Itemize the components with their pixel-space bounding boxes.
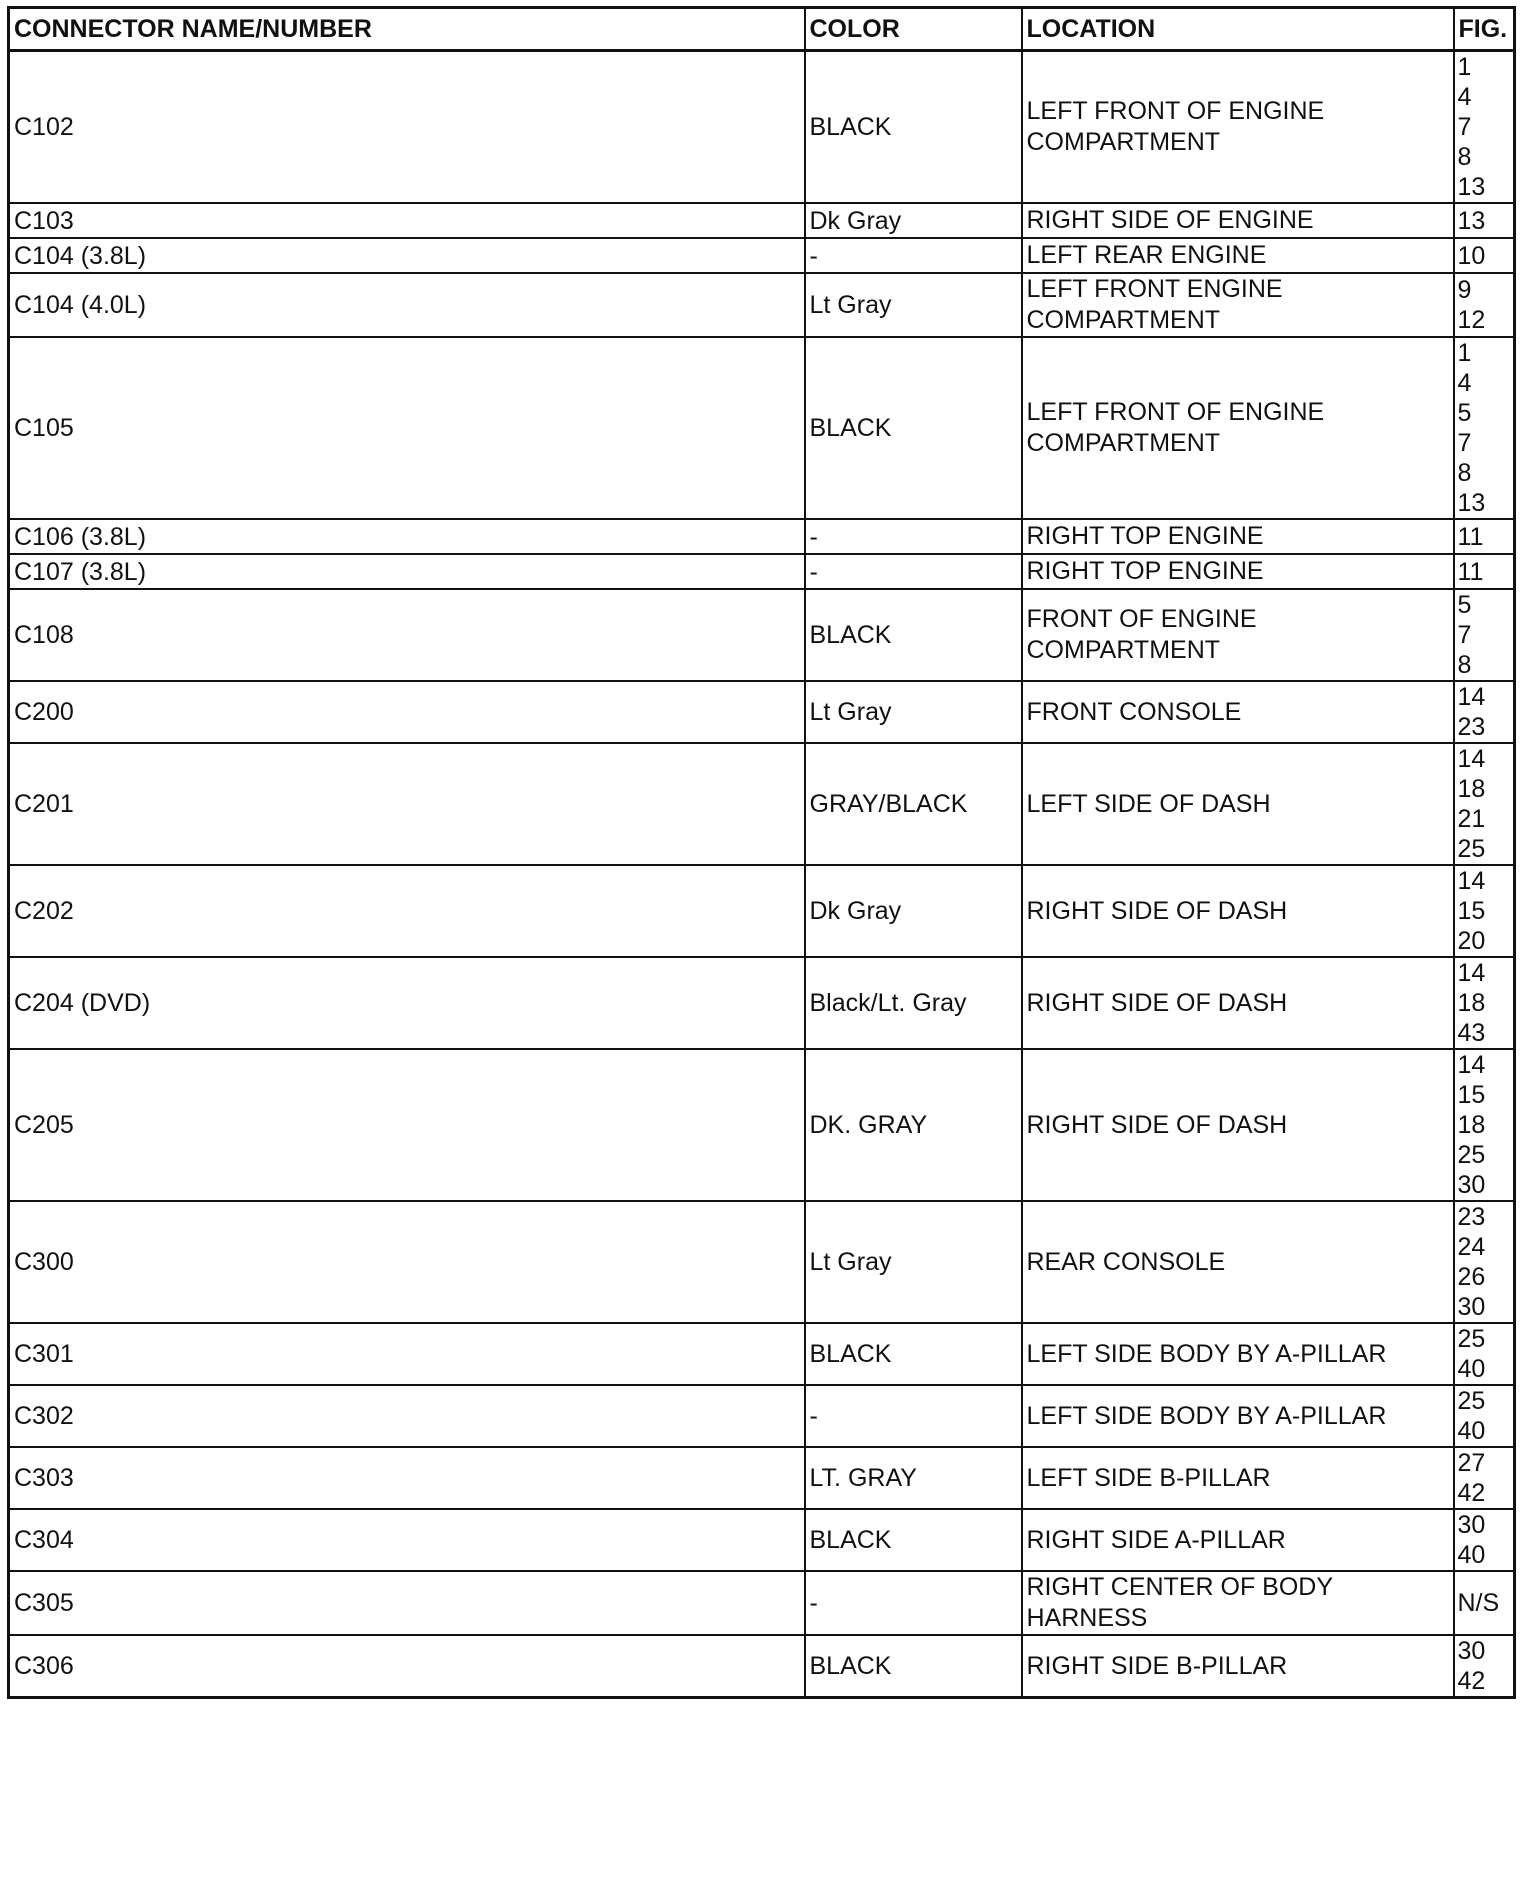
cell-location: RIGHT TOP ENGINE: [1022, 554, 1454, 589]
cell-fig: 14 15 20: [1454, 865, 1515, 957]
connector-table: [7, 6, 1516, 1699]
header-fig: FIG.: [1454, 8, 1515, 51]
table-row: [9, 1201, 1515, 1323]
cell-connector-name: C106 (3.8L): [9, 519, 805, 554]
cell-location: LEFT SIDE OF DASH: [1022, 743, 1454, 865]
cell-location: LEFT SIDE BODY BY A-PILLAR: [1022, 1323, 1454, 1385]
cell-location: RIGHT SIDE OF DASH: [1022, 1049, 1454, 1201]
cell-connector-name: C102: [9, 51, 805, 204]
cell-color: Lt Gray: [805, 273, 1022, 337]
cell-color: BLACK: [805, 1323, 1022, 1385]
table-row: [9, 865, 1515, 957]
cell-fig: 9 12: [1454, 273, 1515, 337]
cell-location: RIGHT SIDE A-PILLAR: [1022, 1509, 1454, 1571]
header-color: COLOR: [805, 8, 1022, 51]
cell-color: -: [805, 238, 1022, 273]
cell-fig: 25 40: [1454, 1385, 1515, 1447]
cell-location: LEFT SIDE BODY BY A-PILLAR: [1022, 1385, 1454, 1447]
cell-fig: 10: [1454, 238, 1515, 273]
cell-connector-name: C200: [9, 681, 805, 743]
table-row: [9, 1635, 1515, 1698]
cell-color: Lt Gray: [805, 1201, 1022, 1323]
cell-fig: 13: [1454, 203, 1515, 238]
cell-location: RIGHT TOP ENGINE: [1022, 519, 1454, 554]
cell-location: LEFT FRONT OF ENGINE COMPARTMENT: [1022, 51, 1454, 204]
cell-color: DK. GRAY: [805, 1049, 1022, 1201]
cell-color: Black/Lt. Gray: [805, 957, 1022, 1049]
cell-color: BLACK: [805, 1509, 1022, 1571]
cell-color: -: [805, 1385, 1022, 1447]
table-row: [9, 51, 1515, 204]
cell-location: FRONT CONSOLE: [1022, 681, 1454, 743]
cell-connector-name: C107 (3.8L): [9, 554, 805, 589]
cell-location: RIGHT CENTER OF BODY HARNESS: [1022, 1571, 1454, 1635]
cell-fig: N/S: [1454, 1571, 1515, 1635]
table-row: [9, 957, 1515, 1049]
cell-color: Dk Gray: [805, 203, 1022, 238]
table-row: [9, 554, 1515, 589]
header-connector-name: CONNECTOR NAME/NUMBER: [9, 8, 805, 51]
cell-connector-name: C108: [9, 589, 805, 681]
table-row: [9, 1385, 1515, 1447]
cell-location: LEFT REAR ENGINE: [1022, 238, 1454, 273]
cell-connector-name: C104 (4.0L): [9, 273, 805, 337]
table-row: [9, 203, 1515, 238]
cell-location: RIGHT SIDE OF ENGINE: [1022, 203, 1454, 238]
cell-connector-name: C105: [9, 337, 805, 519]
cell-fig: 5 7 8: [1454, 589, 1515, 681]
table-row: [9, 519, 1515, 554]
cell-fig: 14 18 21 25: [1454, 743, 1515, 865]
cell-color: Lt Gray: [805, 681, 1022, 743]
cell-color: -: [805, 519, 1022, 554]
cell-connector-name: C304: [9, 1509, 805, 1571]
table-row: [9, 589, 1515, 681]
cell-location: RIGHT SIDE OF DASH: [1022, 957, 1454, 1049]
cell-connector-name: C303: [9, 1447, 805, 1509]
cell-fig: 1 4 5 7 8 13: [1454, 337, 1515, 519]
table-row: [9, 238, 1515, 273]
cell-location: FRONT OF ENGINE COMPARTMENT: [1022, 589, 1454, 681]
cell-color: -: [805, 554, 1022, 589]
cell-color: BLACK: [805, 589, 1022, 681]
cell-fig: 1 4 7 8 13: [1454, 51, 1515, 204]
cell-color: BLACK: [805, 51, 1022, 204]
cell-connector-name: C300: [9, 1201, 805, 1323]
table-row: [9, 1509, 1515, 1571]
cell-color: BLACK: [805, 1635, 1022, 1698]
table-row: [9, 1049, 1515, 1201]
cell-connector-name: C204 (DVD): [9, 957, 805, 1049]
cell-location: REAR CONSOLE: [1022, 1201, 1454, 1323]
cell-connector-name: C205: [9, 1049, 805, 1201]
table-row: [9, 681, 1515, 743]
cell-connector-name: C201: [9, 743, 805, 865]
cell-fig: 11: [1454, 554, 1515, 589]
cell-fig: 11: [1454, 519, 1515, 554]
cell-color: LT. GRAY: [805, 1447, 1022, 1509]
table-row: [9, 1571, 1515, 1635]
cell-fig: 14 15 18 25 30: [1454, 1049, 1515, 1201]
cell-color: GRAY/BLACK: [805, 743, 1022, 865]
table-row: [9, 273, 1515, 337]
cell-fig: 23 24 26 30: [1454, 1201, 1515, 1323]
cell-location: LEFT SIDE B-PILLAR: [1022, 1447, 1454, 1509]
cell-location: LEFT FRONT ENGINE COMPARTMENT: [1022, 273, 1454, 337]
cell-fig: 14 23: [1454, 681, 1515, 743]
table-header-row: [9, 8, 1515, 51]
cell-connector-name: C301: [9, 1323, 805, 1385]
cell-connector-name: C302: [9, 1385, 805, 1447]
cell-connector-name: C202: [9, 865, 805, 957]
cell-color: BLACK: [805, 337, 1022, 519]
cell-fig: 30 40: [1454, 1509, 1515, 1571]
cell-connector-name: C104 (3.8L): [9, 238, 805, 273]
cell-fig: 25 40: [1454, 1323, 1515, 1385]
cell-location: RIGHT SIDE OF DASH: [1022, 865, 1454, 957]
cell-color: -: [805, 1571, 1022, 1635]
table-row: [9, 1323, 1515, 1385]
table-row: [9, 743, 1515, 865]
header-location: LOCATION: [1022, 8, 1454, 51]
cell-fig: 14 18 43: [1454, 957, 1515, 1049]
cell-connector-name: C306: [9, 1635, 805, 1698]
table-row: [9, 337, 1515, 519]
cell-fig: 30 42: [1454, 1635, 1515, 1698]
cell-fig: 27 42: [1454, 1447, 1515, 1509]
table-row: [9, 1447, 1515, 1509]
cell-connector-name: C305: [9, 1571, 805, 1635]
cell-location: LEFT FRONT OF ENGINE COMPARTMENT: [1022, 337, 1454, 519]
cell-color: Dk Gray: [805, 865, 1022, 957]
cell-connector-name: C103: [9, 203, 805, 238]
cell-location: RIGHT SIDE B-PILLAR: [1022, 1635, 1454, 1698]
